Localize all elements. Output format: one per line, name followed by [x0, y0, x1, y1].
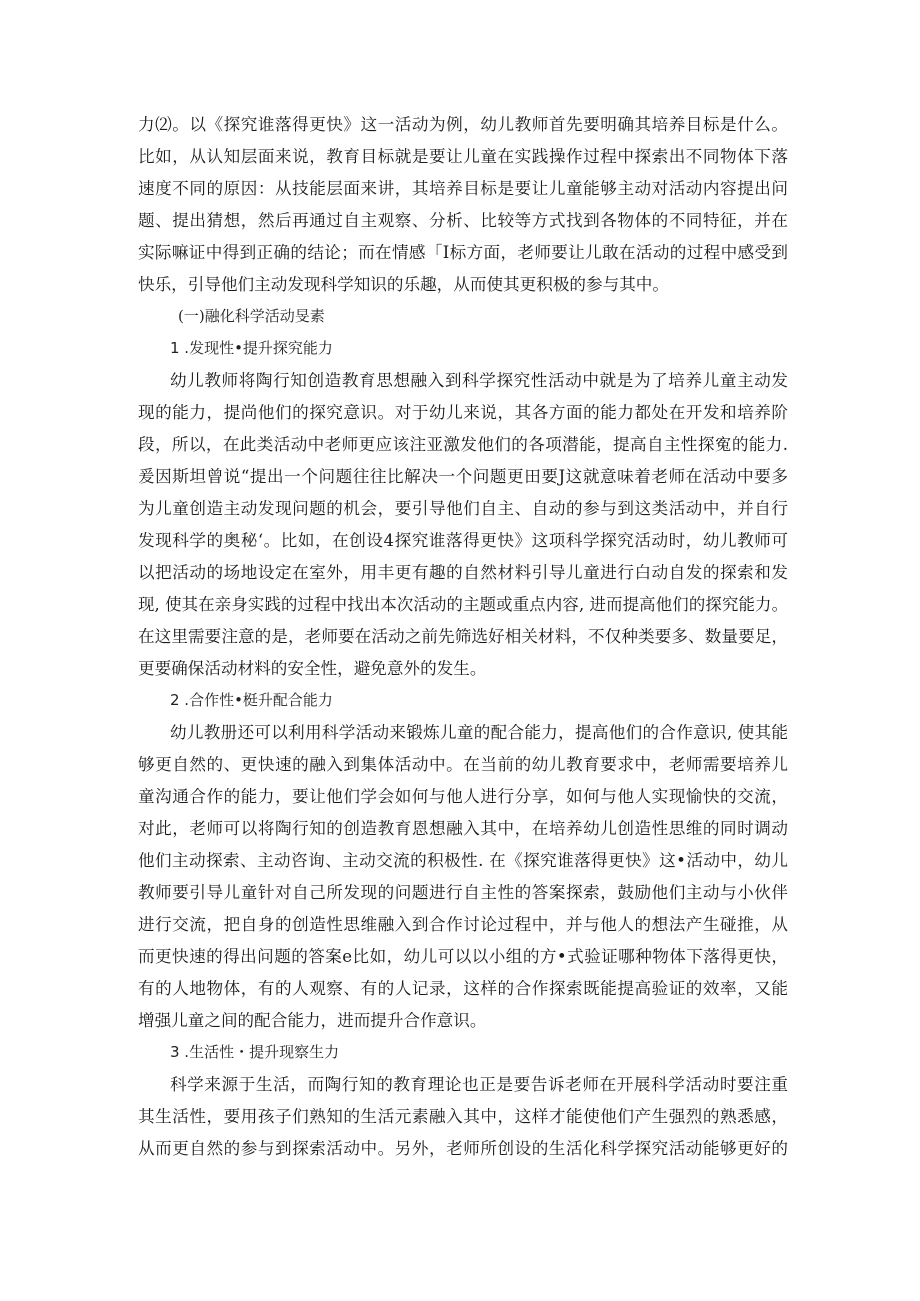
paragraph-line: 发现科学的奥秘‘。比如，在创设4探究谁落得更快》这项科学探究活动时，幼儿教师可: [138, 531, 788, 550]
paragraph-line: 童沟通合作的能力，要让他们学会如何与他人进行分享，如何与他人实现愉快的交流，: [138, 787, 788, 806]
paragraph-line: 在这里需要注意的是，老师要在活动之前先筛选好相关材料，不仅种类要多、数量要足，: [138, 627, 788, 646]
subsection-heading-3: 3 .生活性・提升现察生力: [170, 1043, 340, 1061]
paragraph-line: 为儿童创造主动发现问题的机会，要引导他们自主、自动的参与到这类活动中，并自行: [138, 499, 788, 518]
paragraph-line: 幼儿教师将陶行知创造教育思想融入到科学探究性活动中就是为了培养儿童主动发: [170, 371, 788, 390]
paragraph-line: 有的人地物体，有的人观察、有的人记录，这样的合作探索既能提高验证的效率，又能: [138, 979, 788, 998]
paragraph-line: 以把活动的场地设定在室外，用丰更有趣的自然材料引导儿童进行白动自发的探索和发: [138, 563, 788, 582]
paragraph-line: 增强儿童之间的配合能力，进而提升合作意识。: [138, 1011, 487, 1030]
paragraph-line: 从而更自然的参与到探索活动中。另外，老师所创设的生活化科学探究活动能够更好的: [138, 1139, 788, 1158]
paragraph-line: 爰因斯坦曾说“提出一个问题往往比解决一个问题更田要J这就意味着老师在活动中要多: [138, 467, 788, 486]
paragraph-line: 科学来源于生活，而陶行知的教育理论也正是要告诉老师在开展科学活动时要注重: [170, 1075, 788, 1094]
paragraph-line: 快乐，引导他们主动发现科学知识的乐趣，从而使其更积极的参与其中。: [138, 275, 669, 294]
paragraph-line: 够更自然的、更快速的融入到集体活动中。在当前的幼儿教育要求中，老师需要培养儿: [138, 755, 788, 774]
paragraph-line: 段，所以，在此类活动中老师更应该注亚激发他们的各项潜能，提高自主性探寃的能力.: [138, 435, 788, 454]
paragraph-line: 比如，从认知层面来说，教育目标就是要让儿童在实践操作过程中探索出不同物体下落: [138, 147, 788, 166]
paragraph-line: 更要确保活动材料的安全性，避免意外的发生。: [138, 659, 487, 678]
paragraph-line: 题、提出猜想，然后再通过自主观察、分析、比较等方式找到各物体的不同特征，并在: [138, 211, 788, 230]
paragraph-line: 现的能力，提尚他们的探究意识。对于幼儿来说，其各方面的能力都处在开发和培养阶: [138, 403, 788, 422]
paragraph-line: 其生活性，要用孩子们熟知的生活元素融入其中，这样才能使他们产生强烈的熟悉感，: [138, 1107, 788, 1126]
subsection-heading-2: 2 .合作性•梃升配合能力: [170, 691, 333, 709]
paragraph-line: 幼儿教册还可以利用科学活动来锻炼儿童的配合能力，提高他们的合作意识, 使其能: [170, 723, 788, 742]
section-heading: (一)融化科学活动旻素: [178, 307, 325, 325]
subsection-heading-1: 1 .发现性•提升探究能力: [170, 339, 333, 357]
paragraph-line: 现, 使其在亲身实践的过程中找出本次活动的主题或重点内容, 进而提高他们的探究能力。: [138, 595, 788, 614]
paragraph-line: 力⑵。以《探究谁落得更快》这一活动为例，幼儿教师首先要明确其培养目标是什么。: [138, 115, 788, 134]
paragraph-line: 对此，老师可以将陶行知的创造教育恩想融入其中，在培养幼儿创造性思维的同时调动: [138, 819, 788, 838]
paragraph-line: 而更快速的得出问题的答案e比如，幼儿可以以小组的方•式验证哪种物体下落得更快，: [138, 947, 788, 966]
paragraph-line: 速度不同的原因：从技能层面来讲，其培养目标是要让儿童能够主动对活动内容提出问: [138, 179, 788, 198]
paragraph-line: 进行交流，把自身的创造性思维融入到合作讨论过程中，并与他人的想法产生碰推，从: [138, 915, 788, 934]
paragraph-line: 教师要引导儿童针对自己所发现的问题进行自主性的答案探索，鼓励他们主动与小伙伴: [138, 883, 788, 902]
paragraph-line: 实际嘛证中得到正确的结论；而在情感「I标方面，老师要让儿敢在活动的过程中感受到: [138, 243, 788, 262]
paragraph-line: 他们主动探索、主动咨询、主动交流的积极性. 在《探究谁落得更快》这•活动中，幼儿: [138, 851, 788, 870]
